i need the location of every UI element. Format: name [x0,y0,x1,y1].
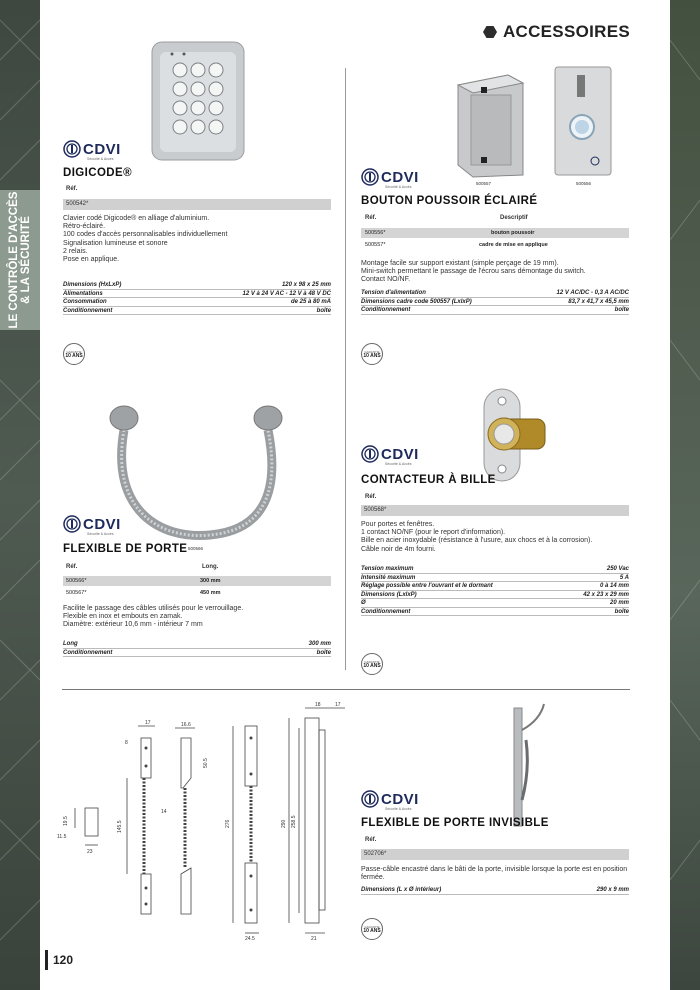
spec-row: Dimensions (HxLxP) 120 x 98 x 25 mm [63,282,331,288]
dim-290: 290 [281,819,287,828]
table-row: 500556* bouton poussoir [361,228,629,238]
spec-row: Conditionnement boîte [63,307,331,314]
digicode-specs [63,281,331,315]
flexible-description: Facilite le passage des câbles utilisés pour le verrouillage. Flexible en inox et embouts en zamak. Diamètre: extérieur 10,6 mm - intérieur 7 mm [63,605,244,629]
spec-row: Conditionnement boîte [63,649,331,656]
dim-19-5: 19.5 [63,816,69,826]
dim-17b: 17 [335,702,341,708]
dim-8: 8 [125,740,128,746]
invisible-specs [361,886,629,895]
cdvi-logo [63,140,121,161]
digicode-keypad-image [150,40,250,165]
spec-row: Dimensions (L x Ø intérieur) 290 x 9 mm [361,887,629,893]
bouton-specs [361,289,629,315]
digicode-title: DIGICODE® [63,167,132,179]
geometric-texture [0,0,40,990]
spec-row: Tension maximum 250 Vac [361,566,629,572]
digicode-ref: 500542* [63,199,331,210]
ball-catch-image [470,385,560,485]
spec-row: Dimensions (LxlxP) 42 x 23 x 29 mm [361,591,629,598]
digicode-ref-label: Réf. [66,186,78,192]
dim-14: 14 [161,809,167,815]
cdvi-emblem-icon [63,140,81,158]
contacteur-specs [361,565,629,616]
cdvi-emblem-icon [63,515,81,533]
cdvi-emblem-icon [361,445,379,463]
image-code-500557: 500557 [476,181,492,186]
bouton-ref-header: Réf. [365,215,377,221]
dim-24-5: 24.5 [245,936,255,942]
spec-row: Réglage possible entre l'ouvrant et le dormant 0 à 14 mm [361,583,629,589]
cdvi-logo [63,515,121,536]
brand-name: CDVI [381,790,419,808]
invisible-title: FLEXIBLE DE PORTE INVISIBLE [361,817,549,829]
brand-tagline: Sécurité & Accès [87,532,114,536]
section-label-line1: LE CONTRÔLE D'ACCÈS [8,191,20,329]
flexible-ref-header: Réf. [66,564,78,570]
cdvi-logo [361,790,419,811]
dim-145-5: 145.5 [117,820,123,833]
left-sidebar-band [0,0,40,990]
table-row: 500557* cadre de mise en applique [365,242,548,248]
door-loop-image [100,400,305,545]
dim-258-5: 258.5 [291,815,297,828]
cdvi-emblem-icon [361,168,379,186]
contacteur-title: CONTACTEUR À BILLE [361,474,496,486]
brand-tagline: Sécurité & Accès [385,185,412,189]
brand-name: CDVI [83,515,121,533]
dim-18: 18 [315,702,321,708]
cdvi-emblem-icon [361,790,379,808]
digicode-description: Clavier codé Digicode® en alliage d'aluminium. Rétro-éclairé. 100 codes d'accès personnalisables individuellement Signalisation lumineuse et sonore 2 relais. Pose en applique. [63,215,228,264]
spec-row: Dimensions cadre code 500557 (LxlxP) 83,7 x 41,7 x 45,5 mm [361,298,629,305]
table-row: 500567* 450 mm [66,590,221,596]
brand-name: CDVI [381,445,419,463]
spec-row: Alimentations 12 V à 24 V AC - 12 V à 48 V DC [63,290,331,297]
technical-drawing [55,698,355,943]
spec-row: Ø 20 mm [361,600,629,606]
flexible-specs [63,640,331,657]
image-code-500566: 500566 [188,546,204,551]
column-divider [345,68,346,670]
flexible-long-header: Long. [202,564,219,570]
brand-tagline: Sécurité & Accès [385,807,412,811]
invisible-description: Passe-câble encastré dans le bâti de la porte, invisible lorsque la porte est en position fermée. [361,866,628,882]
table-row: 500566* 300 mm [63,576,331,586]
dim-50-5: 50.5 [203,758,209,768]
invisible-ref-label: Réf. [365,837,377,843]
invisible-loop-image [500,700,560,835]
spec-row: Consommation de 25 à 80 mA [63,299,331,305]
brand-tagline: Sécurité & Accès [87,157,114,161]
brand-tagline: Sécurité & Accès [385,462,412,466]
push-button-image [553,65,613,180]
spec-row: Intensité maximum 5 A [361,574,629,581]
invisible-ref: 502706* [361,849,629,860]
section-label-line2: & LA SÉCURITÉ [20,216,32,304]
image-code-500556: 500556 [576,181,592,186]
contacteur-ref: 500568* [361,505,629,516]
surface-frame-image [453,65,528,180]
cdvi-logo [361,168,419,189]
spec-row: Conditionnement boîte [361,307,629,313]
warranty-badge: GARANTIE 10 ANS [361,343,383,365]
dim-17: 17 [145,720,151,726]
page-number-bar [45,950,48,970]
page-number [45,950,73,970]
dim-23: 23 [87,849,93,855]
dim-11-5: 11.5 [57,834,67,840]
warranty-badge: GARANTIE 10 ANS [361,653,383,675]
right-sidebar-band [670,0,700,990]
section-label [8,192,32,329]
geometric-texture-right [670,0,700,990]
spec-row: Conditionnement boîte [361,608,629,615]
bouton-description: Montage facile sur support existant (simple perçage de 19 mm). Mini-switch permettant le passage de l'écrou sans démontage du switch. Contact NO/NF. [361,260,586,284]
dim-276: 276 [225,819,231,828]
warranty-badge: GARANTIE 10 ANS [63,343,85,365]
dim-16-6: 16.6 [181,722,191,728]
section-title: ACCESSOIRES [502,22,630,41]
page-number-text: 120 [53,953,74,967]
bouton-title: BOUTON POUSSOIR ÉCLAIRÉ [361,195,538,207]
contacteur-ref-label: Réf. [365,494,377,500]
brand-name: CDVI [381,168,419,186]
flexible-title: FLEXIBLE DE PORTE [63,543,188,555]
cdvi-logo [361,445,419,466]
dim-21: 21 [311,936,317,942]
section-header [483,22,630,42]
spec-row: Long 300 mm [63,641,331,647]
brand-name: CDVI [83,140,121,158]
spec-row: Tension d'alimentation 12 V AC/DC - 0,3 A AC/DC [361,290,629,296]
bouton-desc-header: Descriptif [500,215,528,221]
warranty-badge: GARANTIE 10 ANS [361,918,383,940]
row-divider [62,689,630,690]
contacteur-description: Pour portes et fenêtres. 1 contact NO/NF (pour le report d'information). Bille en acier inoxydable (résistance à l'usure, aux chocs et à la corrosion). Câble noir de 4m fourni. [361,521,593,553]
hexagon-icon [483,25,497,39]
